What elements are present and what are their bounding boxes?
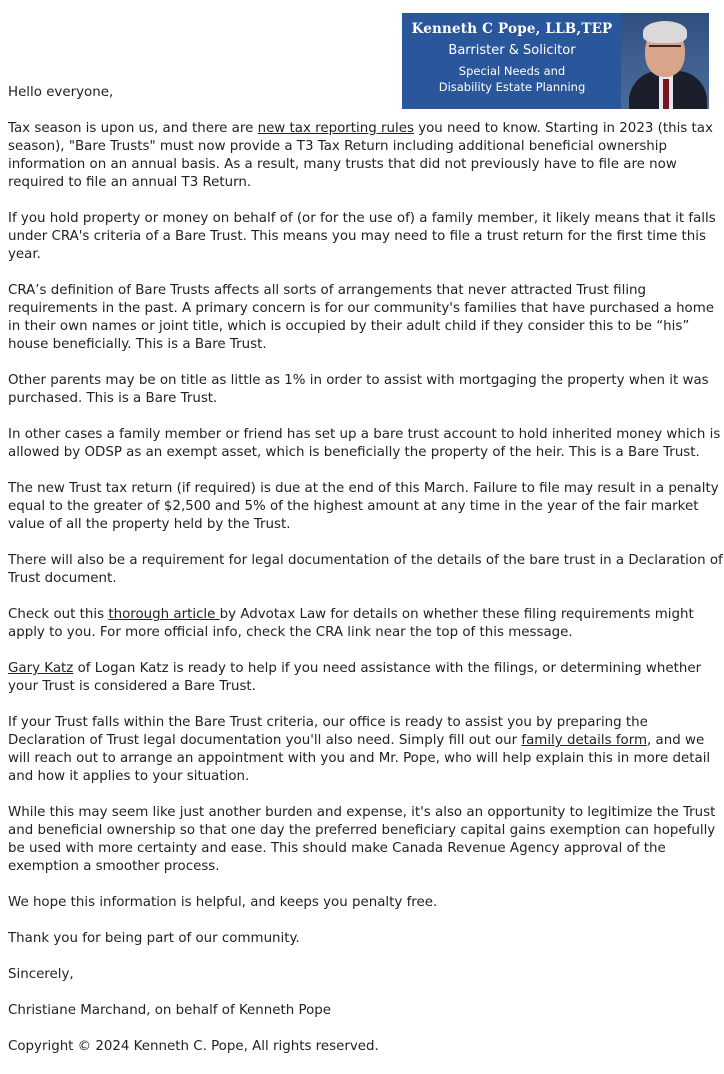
paragraph-inherited-money: In other cases a family member or friend has set up a bare trust account to hold inherited money which is allowed by ODSP as an exempt asset, which is beneficially the property of the heir. This is a Bare Trust.: [8, 427, 721, 460]
paragraph-declaration: [8, 714, 724, 786]
banner-title: Barrister & Solicitor: [448, 43, 576, 58]
paragraph-parents-title: Other parents may be on title as little as 1% in order to assist with mortgaging the property when it was purchased. This is a Bare Trust.: [8, 373, 709, 406]
paragraph-hold-property: If you hold property or money on behalf of (or for the use of) a family member, it likely means that it falls under CRA's criteria of a Bare Trust. This means you may need to file a trust return for the first time this year.: [8, 211, 716, 262]
signature: Christiane Marchand, on behalf of Kenneth Pope: [8, 1003, 332, 1018]
paragraph-tax-rules: [8, 120, 724, 192]
banner-tagline-2: Disability Estate Planning: [438, 80, 586, 94]
family-details-form-link[interactable]: family details form: [521, 733, 648, 748]
copyright-notice: Copyright © 2024 Kenneth C. Pope, All rights reserved.: [8, 1039, 379, 1054]
email-body: [8, 84, 724, 1074]
sign-off: Sincerely,: [8, 967, 74, 982]
banner-tagline-1: Special Needs and: [458, 64, 566, 78]
paragraph-thanks: Thank you for being part of our community.: [8, 931, 300, 946]
paragraph-cra-definition: CRA’s definition of Bare Trusts affects all sorts of arrangements that never attracted Trust filing requirements in the past. A primary concern is for our community's families that have purchased a home in their own names or joint title, which is occupied by their adult child if they consider this to be “his” house beneficially. This is a Bare Trust.: [8, 283, 715, 352]
paragraph-text: you need to know. Starting in 2023 (this tax season), "Bare Trusts" must now provide a T3 Tax Return including additional beneficial ownership information on an annual basis. As a result, many trusts that did not previously have to file are now required to file an annual T3 Return.: [8, 121, 713, 190]
paragraph-gary-katz: [8, 660, 724, 696]
paragraph-opportunity: While this may seem like just another burden and expense, it's also an opportunity to legitimize the Trust and beneficial ownership so that one day the preferred beneficiary capital gains exemption can hopefully be used with more certainty and ease. This should make Canada Revenue Agency approval of the exemption a smoother process.: [8, 805, 716, 874]
thorough-article-link[interactable]: thorough article: [108, 607, 220, 622]
tax-rules-link[interactable]: new tax reporting rules: [257, 121, 414, 136]
portrait-hair: [643, 21, 687, 43]
paragraph-documentation: There will also be a requirement for legal documentation of the details of the bare trust in a Declaration of Trust document.: [8, 553, 723, 586]
banner-name: Kenneth C Pope, LLB,TEP: [411, 21, 613, 37]
greeting: Hello everyone,: [8, 85, 114, 100]
portrait-glasses: [649, 45, 681, 55]
paragraph-text: , and we will reach out to arrange an appointment with you and Mr. Pope, who will help explain this in more detail and how it applies to your situation.: [8, 733, 711, 784]
paragraph-text: If your Trust falls within the Bare Trust criteria, our office is ready to assist you by preparing the Declaration of Trust legal documentation you'll also need. Simply fill out our: [8, 715, 648, 748]
gary-katz-link[interactable]: Gary Katz: [8, 661, 74, 676]
paragraph-due-date: The new Trust tax return (if required) is due at the end of this March. Failure to file may result in a penalty equal to the greater of $2,500 and 5% of the highest amount at any time in the year of the fair market value of all the property held by the Trust.: [8, 481, 719, 532]
paragraph-text: by Advotax Law for details on whether these filing requirements might apply to you. For more official info, check the CRA link near the top of this message.: [8, 607, 694, 640]
paragraph-text: of Logan Katz is ready to help if you need assistance with the filings, or determining whether your Trust is considered a Bare Trust.: [8, 661, 702, 694]
paragraph-article: [8, 606, 724, 642]
paragraph-helpful: We hope this information is helpful, and keeps you penalty free.: [8, 895, 438, 910]
paragraph-text: Check out this: [8, 607, 109, 622]
paragraph-text: Tax season is upon us, and there are: [8, 121, 258, 136]
